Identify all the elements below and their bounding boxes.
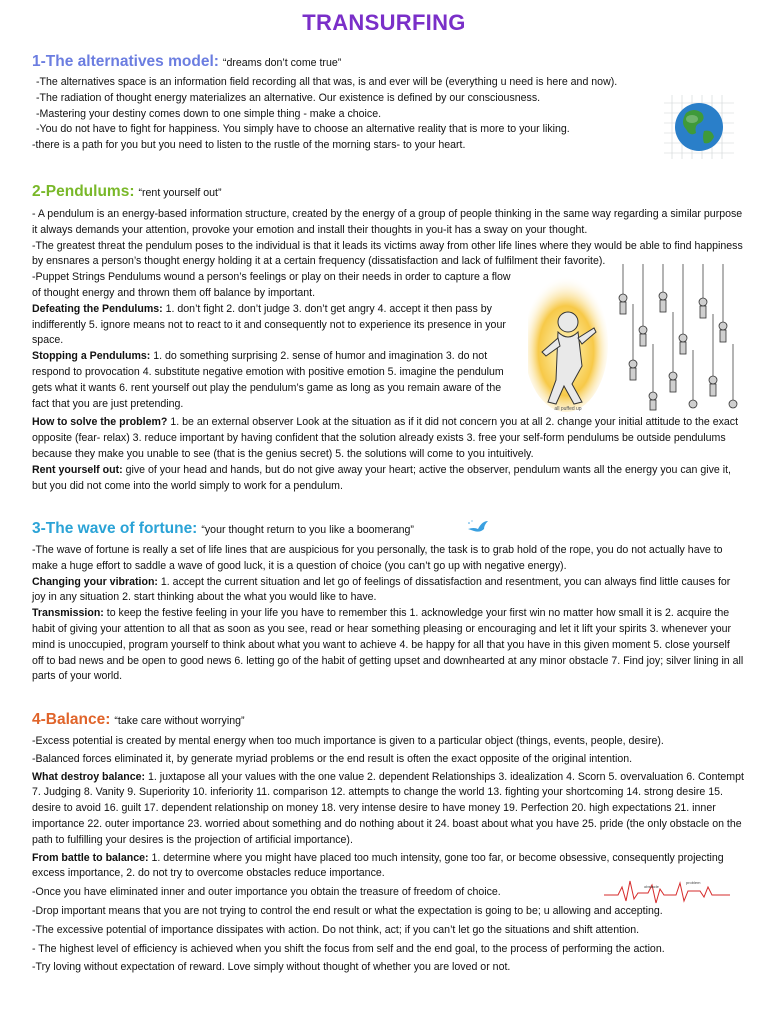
paragraph (32, 770, 744, 849)
label-vibration: Changing your vibration: (32, 575, 158, 588)
paragraph (32, 606, 744, 685)
illustration-caption: all puffed up (554, 406, 582, 412)
heading-text: 3-The wave of fortune: (32, 520, 198, 537)
section-heading (32, 182, 744, 203)
paragraph: -The wave of fortune is really a set of life lines that are auspicious for you personally, the task is to grab hold of the rope, you do not actually have to make a huge effort to saddle a wave of good luck, it is a question of choice (you can’t go up with negative energy). (32, 544, 723, 572)
puppet-figures (619, 292, 737, 410)
pendulum-text-column (32, 270, 520, 412)
label-solve: How to solve the problem? (32, 416, 168, 429)
paragraph: -The greatest threat the pendulum poses to the individual is that it leads its victims away from other life lines where they would be able to find happiness by ensnares a person’s thought energy holding it at a certain frequency (dissatisfaction and lack of fulfilment their favorite). (32, 239, 743, 268)
paragraph: -Puppet Strings Pendulums wound a person’s feelings or play on their needs in order to capture a flow of thought energy and thrown them off balance by important. (32, 271, 511, 299)
heading-quote: “rent yourself out” (138, 187, 222, 199)
globe-image (664, 95, 734, 159)
heading-text: 4-Balance: (32, 711, 111, 728)
paragraph: -The excessive potential of importance dissipates with action. Do not think, act; if you can’t let go the situations and shift attention. (32, 923, 640, 936)
paragraph-text: 1. be an external observer Look at the situation as if it did not concern you at all 2. change your initial attitude to the exact opposite (fear- relax) 3. reduce important by having confident that the solution already exists 3. free your self-form pendulums be outside pendulums because they make you unable to see (that is the genius secret) 5. the solutions will come to you intuitively. (32, 416, 739, 460)
label-stopping: Stopping a Pendulums: (32, 350, 151, 363)
paragraph: - A pendulum is an energy-based information structure, created by the energy of a group of people thinking in the same way regarding a similar purpose it always demands your attention, provoke your emotion and install their thoughts in you-it has a sway on your thought. (32, 208, 743, 236)
paragraph: -Balanced forces eliminated it, by generate myriad problems or the end result is often the exact opposite of the original intention. (32, 752, 633, 765)
paragraph (32, 415, 744, 462)
paragraph: -You do not have to fight for happiness. You simply have to choose an alternative reality that is more to your liking. (36, 123, 570, 136)
paragraph-text: 1. don’t fight 2. don’t judge 3. don’t get angry 4. accept it then pass by indifferently 5. ignore means not to react to it and consequently not to experience its presence in your space. (32, 302, 506, 347)
paragraph: - The highest level of efficiency is achieved when you shift the focus from self and the end goal, to the process of performing the action. (32, 942, 665, 955)
section-heading (32, 519, 744, 540)
paragraph-text: 1. accept the current situation and let go of feelings of dissatisfaction and resentment, you can always find little causes for joy in any situation 2. start thinking about the what you would like to have. (32, 575, 731, 604)
graph-label-obstacle: obstacle (644, 884, 659, 889)
paragraph (32, 463, 744, 495)
section-heading (32, 710, 744, 731)
paragraph (32, 575, 744, 607)
page-title: TRANSURFING (302, 10, 466, 35)
bird-icon (466, 519, 490, 535)
section-alternatives (32, 52, 632, 154)
label-rent: Rent yourself out: (32, 463, 123, 476)
paragraph: -Drop important means that you are not trying to control the end result or what the expectation is going to be; u allowing and accepting. (32, 904, 663, 917)
heading-quote: “dreams don’t come true” (222, 57, 342, 69)
paragraph-text: 1. juxtapose all your values with the one value 2. dependent Relationships 3. idealization 4. Scorn 5. overvaluation 6. Contempt 7. Judging 8. Vanity 9. Superiority 10. inferiority 11. comparison 12. attempts to change the world 13. fighting your shortcoming 14. strong desire 15. desire to avoid 16. guilt 17. dependent relationship on money 18. very intense desire to have money 19. Perfection 20. high expectations 21. inner importance 22. outer importance 23. worried about something and do nothing about it 24. boast about what you have 25. pride (the only obstacle on the path to fulfilling your desires is the projection of artificial importance). (32, 770, 744, 846)
section-heading (32, 52, 632, 73)
section-wave-of-fortune (32, 519, 744, 685)
paragraph-text: give of your head and hands, but do not give away your heart; active the observer, pendulum wants all the energy you can give it, but you did not come into the world simply to work for a pendulum. (32, 463, 731, 492)
paragraph: -The alternatives space is an information field recording all that was, is and ever will be (everything u need is here and now). (36, 76, 618, 88)
graph-label-problem: problem (686, 880, 701, 885)
paragraph: -Try loving without expectation of reward. Love simply without thought of whether you are loved or not. (32, 961, 511, 974)
paragraph-text: 1. determine where you might have placed too much intensity, gone too far, or become obsessive, consequently projecting excess importance, 2. do not try to overcome obstacles reduce importance. (32, 851, 724, 880)
paragraph (32, 302, 520, 349)
paragraph: -Mastering your destiny comes down to one simple thing - make a choice. (36, 107, 382, 120)
paragraph: -there is a path for you but you need to listen to the rustle of the morning stars- to your heart. (32, 139, 466, 152)
label-transmission: Transmission: (32, 607, 104, 620)
paragraph: -Excess potential is created by mental energy when too much importance is given to a particular object (things, events, people, desire). (32, 735, 664, 747)
label-destroy: What destroy balance: (32, 770, 146, 783)
paragraph-text: to keep the festive feeling in your life you have to remember this 1. acknowledge your first win no matter how small it is 2. acquire the habit of giving your attention to all that as soon as you see, read or hear something pleasing or encouraging and let it lift your spirits 3. whenever your mind is unoccupied, program yourself to think about what you want to achieve 4. be happy for all that you have in this given moment 5. close yourself off to bad news and be open to good news 6. letting go of the habit of getting upset and downhearted at any minor obstacle 7. Find joy; silver lining in all parts of your world. (32, 607, 744, 683)
heading-text: 2-Pendulums: (32, 183, 135, 200)
heartbeat-graph (604, 877, 730, 905)
label-battle: From battle to balance: (32, 851, 149, 864)
paragraph (32, 349, 520, 412)
heading-quote: “take care without worrying” (114, 715, 245, 727)
pendulum-illustration (528, 264, 744, 414)
paragraph: -Once you have eliminated inner and outer importance you obtain the treasure of freedom of choice. (32, 886, 501, 899)
label-defeating: Defeating the Pendulums: (32, 302, 163, 315)
section-balance (32, 710, 744, 976)
paragraph-text: 1. do something surprising 2. sense of humor and imagination 3. do not respond to provocation 4. substitute negative emotion with positive emotion 5. imagine the pendulum gets what it wants 6. rent yourself out play the pendulum’s game as long as you remain aware of the fact that you are just pretending. (32, 350, 504, 410)
heading-text: 1-The alternatives model: (32, 53, 219, 70)
heading-quote: “your thought return to you like a boomerang” (201, 524, 414, 536)
paragraph: -The radiation of thought energy materializes an alternative. Our existence is defined by our consciousness. (36, 91, 541, 104)
